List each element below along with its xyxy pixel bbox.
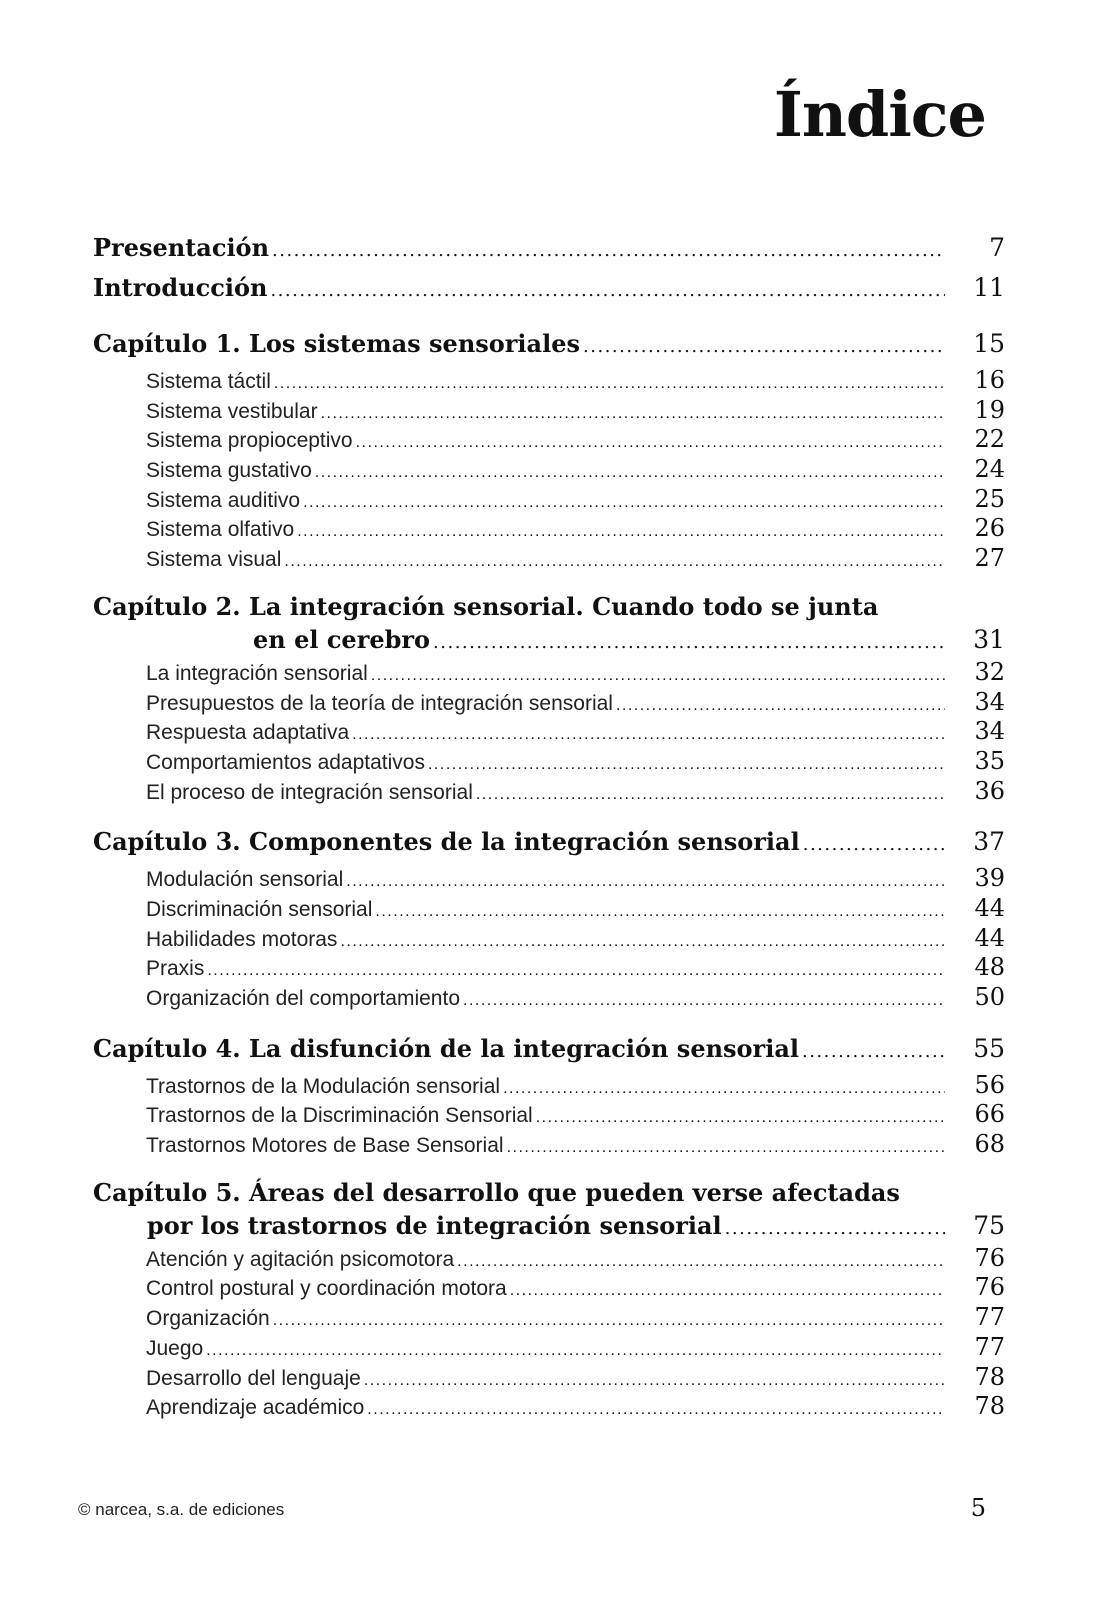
toc-page-number: 75 [973, 1210, 1005, 1240]
toc-subentry-label: Praxis [146, 957, 205, 981]
toc-subentry[interactable] [93, 1071, 1005, 1101]
publisher-credit: © narcea, s.a. de ediciones [78, 1500, 285, 1519]
toc-page-number: 48 [974, 953, 1005, 982]
toc-subentry-label: Presupuestos de la teoría de integración sensorial [146, 691, 613, 715]
dot-leader [375, 897, 945, 927]
toc-page-number: 68 [974, 1130, 1005, 1159]
page-number: 5 [970, 1494, 986, 1522]
dot-leader [457, 1247, 945, 1277]
toc-subentry[interactable] [93, 924, 1005, 954]
toc-page-number: 78 [974, 1362, 1005, 1391]
dot-leader [206, 1336, 945, 1366]
toc-subentry-label: Trastornos de la Discriminación Sensorial [146, 1104, 533, 1128]
toc-page-number: 50 [974, 983, 1005, 1011]
toc-subentry[interactable] [93, 747, 1005, 777]
toc-subentry[interactable] [93, 455, 1005, 485]
dot-leader [340, 927, 945, 957]
toc-page-number: 44 [974, 893, 1005, 922]
chapter-title: Capítulo 4. La disfunción de la integración sensorial [93, 1033, 799, 1063]
toc-subentry[interactable] [93, 485, 1005, 515]
chapter-title: Capítulo 5. Áreas del desarrollo que pueden verse afectadas [93, 1177, 900, 1207]
toc-subentry-label: Juego [146, 1336, 204, 1360]
page-title: Índice [773, 78, 986, 151]
toc-page-number: 35 [974, 746, 1005, 775]
toc-page-number: 36 [974, 776, 1005, 805]
toc-subentry-label: Discriminación sensorial [146, 897, 373, 921]
toc-page-number: 16 [974, 366, 1005, 394]
toc-page-number: 77 [974, 1332, 1005, 1361]
toc-page-number: 77 [974, 1303, 1005, 1332]
toc-page-number: 66 [974, 1100, 1005, 1129]
toc-page-number: 7 [989, 233, 1005, 262]
toc-subentry-label: Desarrollo del lenguaje [146, 1366, 361, 1390]
chapter-1 [93, 324, 1005, 574]
toc-subentry-label: Habilidades motoras [146, 927, 338, 951]
dot-leader [616, 691, 945, 721]
dot-leader [583, 327, 945, 367]
dot-leader [297, 517, 945, 547]
toc-page-number: 76 [974, 1243, 1005, 1272]
dot-leader [284, 547, 945, 577]
toc-subentry[interactable] [93, 396, 1005, 426]
toc-page-number: 32 [974, 657, 1005, 686]
chapter-title: Capítulo 1. Los sistemas sensoriales [93, 329, 580, 358]
dot-leader [536, 1103, 945, 1133]
chapter-title: Capítulo 3. Componentes de la integración sensorial [93, 827, 800, 857]
toc-subentry-label: La integración sensorial [146, 661, 368, 685]
dot-leader [207, 956, 945, 986]
dot-leader [503, 1074, 945, 1104]
toc-subentry-label: Organización del comportamiento [146, 987, 460, 1010]
toc-page-number: 78 [974, 1392, 1005, 1421]
toc-subentry-label: Respuesta adaptativa [146, 721, 350, 745]
toc-page-number: 19 [974, 395, 1005, 424]
toc-subentry[interactable] [93, 425, 1005, 455]
toc-page-number: 26 [974, 514, 1005, 543]
chapter-heading[interactable] [93, 1210, 1005, 1242]
dot-leader [463, 986, 945, 1016]
toc-page-number: 76 [974, 1273, 1005, 1302]
toc-subentry-label: Aprendizaje académico [146, 1396, 365, 1420]
toc-subentry-label: El proceso de integración sensorial [146, 780, 473, 804]
dot-leader [367, 1395, 945, 1425]
toc-subentry[interactable] [93, 1333, 1005, 1363]
toc-page-number: 27 [974, 544, 1005, 573]
chapter-2 [93, 590, 1005, 806]
toc-entry-introduccion[interactable] [93, 268, 1005, 308]
toc-page-number: 34 [974, 717, 1005, 746]
toc-subentry-label: Trastornos de la Modulación sensorial [146, 1074, 501, 1098]
toc-subentry[interactable] [93, 1244, 1005, 1274]
toc-subentry-label: Modulación sensorial [146, 868, 344, 892]
toc-subentry[interactable] [93, 688, 1005, 718]
toc-page-number: 31 [973, 624, 1005, 654]
toc-page-number: 25 [974, 484, 1005, 513]
toc-entry-label: Presentación [93, 233, 270, 262]
dot-leader [364, 1366, 945, 1396]
toc-subentry[interactable] [93, 1273, 1005, 1303]
dot-leader [270, 271, 945, 311]
chapter-title-continued: por los trastornos de integración sensorial [147, 1210, 722, 1240]
toc-page-number: 15 [973, 329, 1005, 358]
dot-leader [352, 720, 945, 750]
chapter-heading[interactable] [93, 822, 1005, 862]
toc-subentry-label: Atención y agitación psicomotora [146, 1247, 455, 1271]
toc-subentry[interactable] [93, 953, 1005, 983]
toc-subentry-label: Sistema visual [146, 548, 282, 572]
toc-subentry-label: Control postural y coordinación motora [146, 1277, 507, 1301]
table-of-contents [93, 228, 1005, 1422]
toc-subentry-label: Sistema gustativo [146, 459, 312, 483]
chapter-3 [93, 822, 1005, 1012]
dot-leader [273, 1306, 945, 1336]
dot-leader [356, 428, 945, 458]
toc-subentry[interactable] [93, 1303, 1005, 1333]
chapter-heading[interactable] [93, 624, 1005, 656]
dot-leader [725, 1213, 945, 1245]
dot-leader [315, 458, 945, 488]
toc-entry-label: Introducción [93, 273, 268, 302]
toc-subentry[interactable] [93, 514, 1005, 544]
toc-page-number: 39 [974, 864, 1005, 893]
dot-leader [303, 488, 945, 518]
toc-subentry-label: Sistema táctil [146, 370, 271, 393]
dot-leader [476, 780, 945, 810]
toc-subentry-label: Trastornos Motores de Base Sensorial [146, 1134, 504, 1158]
toc-subentry-label: Sistema propioceptivo [146, 429, 353, 453]
toc-page-number: 56 [974, 1070, 1005, 1099]
chapter-4 [93, 1029, 1005, 1160]
toc-page-number: 11 [973, 273, 1005, 302]
toc-page-number: 34 [974, 687, 1005, 716]
chapter-title-continued: en el cerebro [253, 624, 431, 654]
toc-subentry[interactable] [93, 1130, 1005, 1160]
toc-page-number: 55 [973, 1033, 1005, 1063]
toc-subentry[interactable] [93, 1363, 1005, 1393]
toc-subentry[interactable] [93, 777, 1005, 807]
dot-leader [274, 369, 945, 399]
toc-subentry-label: Organización [146, 1307, 270, 1331]
dot-leader [321, 399, 945, 429]
dot-leader [371, 661, 945, 691]
dot-leader [510, 1276, 945, 1306]
toc-page-number: 22 [974, 425, 1005, 454]
dot-leader [803, 825, 945, 865]
toc-page-number: 44 [974, 923, 1005, 952]
chapter-title: Capítulo 2. La integración sensorial. Cuando todo se junta [93, 591, 879, 621]
toc-subentry-label: Sistema vestibular [146, 399, 318, 423]
toc-subentry[interactable] [93, 658, 1005, 688]
dot-leader [272, 231, 945, 271]
toc-page-number: 24 [974, 455, 1005, 484]
dot-leader [802, 1032, 945, 1072]
chapter-5 [93, 1176, 1005, 1422]
toc-subentry[interactable] [93, 983, 1005, 1013]
dot-leader [507, 1133, 945, 1163]
dot-leader [428, 750, 945, 780]
toc-subentry[interactable] [93, 1392, 1005, 1422]
toc-subentry[interactable] [93, 717, 1005, 747]
toc-subentry[interactable] [93, 894, 1005, 924]
toc-subentry[interactable] [93, 1100, 1005, 1130]
chapter-heading[interactable] [93, 1029, 1005, 1069]
toc-entry-presentacion[interactable] [93, 228, 1005, 268]
toc-page-number: 37 [973, 827, 1005, 857]
toc-subentry-label: Sistema olfativo [146, 518, 295, 542]
dot-leader [346, 867, 945, 897]
toc-subentry[interactable] [93, 366, 1005, 396]
toc-subentry-label: Sistema auditivo [146, 488, 301, 512]
toc-subentry[interactable] [93, 864, 1005, 894]
chapter-heading[interactable] [93, 324, 1005, 364]
toc-subentry-label: Comportamientos adaptativos [146, 750, 425, 774]
toc-subentry[interactable] [93, 544, 1005, 574]
dot-leader [433, 627, 945, 659]
